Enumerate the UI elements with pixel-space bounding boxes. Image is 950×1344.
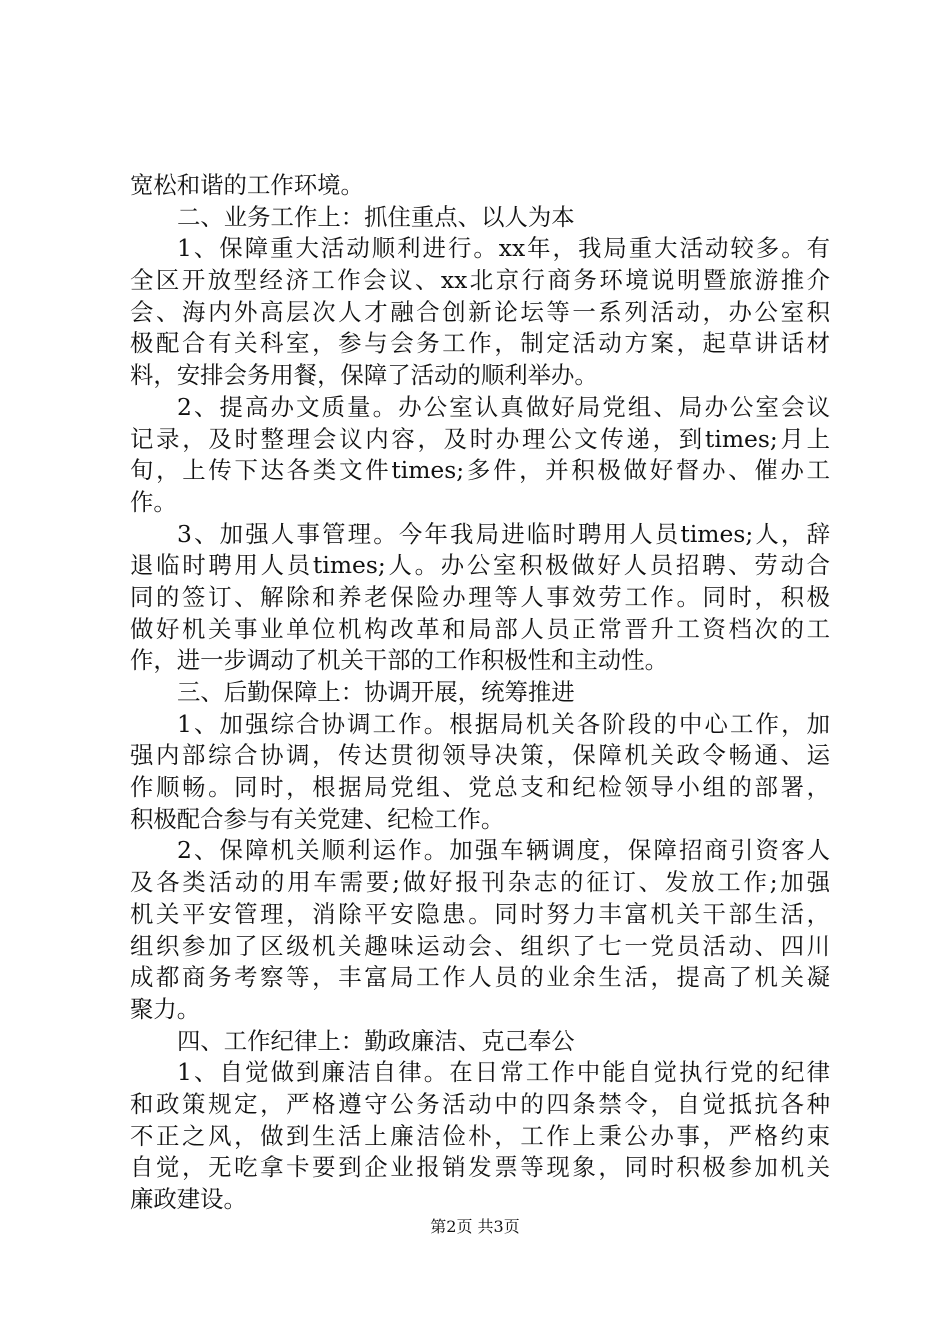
text-line: 机关平安管理，消除平安隐患。同时努力丰富机关干部生活，: [130, 899, 830, 928]
text-line: 3、加强人事管理。今年我局进临时聘用人员times;人，辞: [177, 519, 830, 548]
text-line: 同的签订、解除和养老保险办理等人事效劳工作。同时，积极: [130, 582, 830, 611]
text-line: 三、后勤保障上：协调开展，统筹推进: [177, 678, 575, 706]
text-line: 积极配合参与有关党建、纪检工作。: [130, 804, 505, 833]
text-line: 记录，及时整理会议内容，及时办理公文传递，到times;月上: [130, 424, 830, 453]
text-line: 及各类活动的用车需要;做好报刊杂志的征订、发放工作;加强: [130, 868, 830, 897]
text-line: 2、提高办文质量。办公室认真做好局党组、局办公室会议: [177, 392, 830, 421]
text-line: 1、保障重大活动顺利进行。xx年，我局重大活动较多。有: [177, 234, 830, 263]
document-body: [130, 170, 830, 1216]
text-line: 全区开放型经济工作会议、xx北京行商务环境说明暨旅游推介: [130, 266, 830, 295]
text-line: 作顺畅。同时，根据局党组、党总支和纪检领导小组的部署，: [130, 773, 830, 802]
text-line: 做好机关事业单位机构改革和局部人员正常晋升工资档次的工: [130, 614, 830, 643]
text-line: 宽松和谐的工作环境。: [130, 171, 364, 199]
text-line: 自觉，无吃拿卡要到企业报销发票等现象，同时积极参加机关: [130, 1153, 830, 1182]
text-line: 组织参加了区级机关趣味运动会、组织了七一党员活动、四川: [130, 931, 830, 960]
text-line: 极配合有关科室，参与会务工作，制定活动方案，起草讲话材: [130, 329, 830, 358]
text-line: 会、海内外高层次人才融合创新论坛等一系列活动，办公室积: [130, 297, 830, 326]
text-line: 1、自觉做到廉洁自律。在日常工作中能自觉执行党的纪律: [177, 1058, 830, 1087]
text-line: 1、加强综合协调工作。根据局机关各阶段的中心工作，加: [177, 709, 830, 738]
text-line: 作，进一步调动了机关干部的工作积极性和主动性。: [130, 646, 668, 675]
text-line: 退临时聘用人员times;人。办公室积极做好人员招聘、劳动合: [130, 551, 830, 580]
text-line: 旬，上传下达各类文件times;多件，并积极做好督办、催办工: [130, 456, 830, 485]
text-line: 强内部综合协调，传达贯彻领导决策，保障机关政令畅通、运: [130, 741, 830, 770]
page-footer: 第2页 共3页: [430, 1217, 520, 1236]
text-line: 不正之风，做到生活上廉洁俭朴，工作上秉公办事，严格约束: [130, 1121, 830, 1150]
text-line: 和政策规定，严格遵守公务活动中的四条禁令，自觉抵抗各种: [130, 1089, 830, 1118]
text-line: 成都商务考察等，丰富局工作人员的业余生活，提高了机关凝: [130, 963, 830, 992]
text-line: 二、业务工作上：抓住重点、以人为本: [177, 202, 575, 231]
text-line: 聚力。: [130, 994, 201, 1023]
text-line: 四、工作纪律上：勤政廉洁、克己奉公: [177, 1026, 575, 1055]
text-line: 2、保障机关顺利运作。加强车辆调度，保障招商引资客人: [177, 836, 830, 865]
text-line: 料，安排会务用餐，保障了活动的顺利举办。: [130, 361, 598, 390]
text-line: 作。: [130, 487, 177, 516]
text-line: 廉政建设。: [130, 1185, 247, 1213]
